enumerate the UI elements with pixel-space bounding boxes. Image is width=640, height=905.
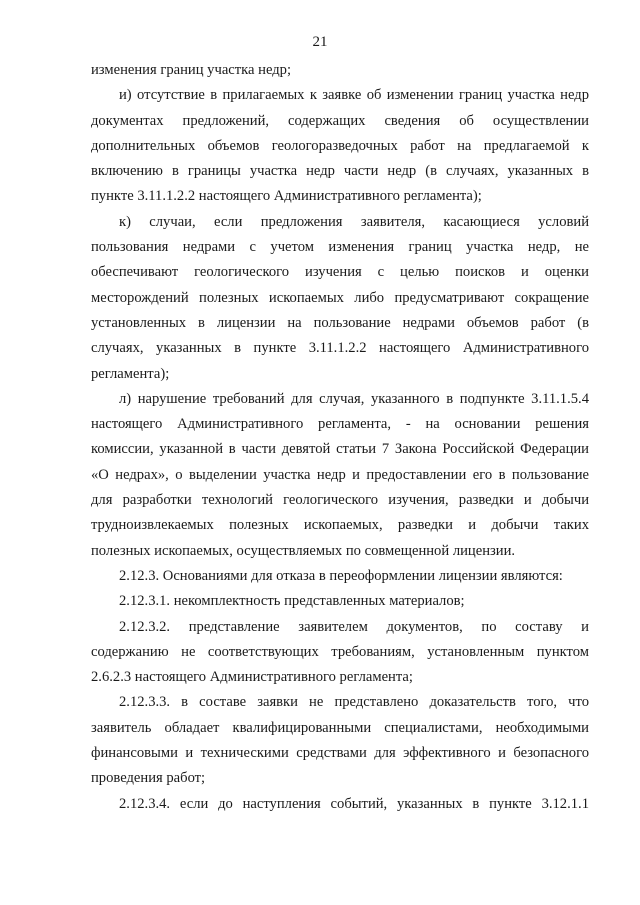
text-line: настоящего Административного регламента, - на основании решения <box>91 416 589 433</box>
text-line: изменения границ участка недр; <box>91 62 292 78</box>
text-line: финансовыми и техническими средствами для эффективного и безопасного <box>91 745 589 762</box>
text-line: месторождений полезных ископаемых либо предусматривают сокращение <box>91 289 589 306</box>
text-line: дополнительных объемов геологоразведочных работ на предлагаемой к <box>91 137 589 154</box>
text-line: и) отсутствие в прилагаемых к заявке об изменении границ участка недр <box>119 87 589 104</box>
text-line: к) случаи, если предложения заявителя, касающиеся условий <box>119 213 589 230</box>
text-line: содержанию не соответствующих требованиям, установленным пунктом <box>91 643 589 660</box>
text-line: 2.12.3. Основаниями для отказа в переоформлении лицензии являются: <box>119 567 563 584</box>
text-line: включению в границы участка недр части недр (в случаях, указанных в <box>91 163 589 180</box>
text-line: проведения работ; <box>91 770 206 787</box>
text-line: установленных в лицензии на пользование недрами объемов работ (в <box>91 314 589 331</box>
document-body <box>91 58 589 817</box>
text-line: л) нарушение требований для случая, указанного в подпункте 3.11.1.5.4 <box>119 390 589 407</box>
text-line: трудноизвлекаемых полезных ископаемых, разведки и добычи таких <box>91 517 589 534</box>
text-line: комиссии, указанной в части девятой статьи 7 Закона Российской Федерации <box>91 441 589 458</box>
text-line: пункте 3.11.1.2.2 настоящего Административного регламента); <box>91 188 482 205</box>
text-line: 2.12.3.2. представление заявителем документов, по составу и <box>119 618 589 635</box>
text-line: «О недрах», о выделении участка недр и предоставлении его в пользование <box>91 466 589 483</box>
text-line: регламента); <box>91 365 170 382</box>
text-line: заявитель обладает квалифицированными специалистами, необходимыми <box>91 719 589 736</box>
text-line: случаях, указанных в пункте 3.11.1.2.2 настоящего Административного <box>91 340 589 357</box>
text-line: полезных ископаемых, осуществляемых по совмещенной лицензии. <box>91 542 516 559</box>
text-line: пользования недрами с учетом изменения границ участка недр, не <box>91 239 589 256</box>
text-line: для разработки технологий геологического изучения, разведки и добычи <box>91 492 589 509</box>
text-line: обеспечивают геологического изучения с целью поисков и оценки <box>91 264 589 281</box>
text-line: 2.6.2.3 настоящего Административного регламента; <box>91 669 413 686</box>
text-line: 2.12.3.3. в составе заявки не представлено доказательств того, что <box>119 694 589 711</box>
text-line: 2.12.3.4. если до наступления событий, указанных в пункте 3.12.1.1 <box>119 795 589 812</box>
text-line: документах предложений, содержащих сведения об осуществлении <box>91 112 589 129</box>
text-line: 2.12.3.1. некомплектность представленных материалов; <box>119 593 465 610</box>
page-number: 21 <box>312 34 328 50</box>
